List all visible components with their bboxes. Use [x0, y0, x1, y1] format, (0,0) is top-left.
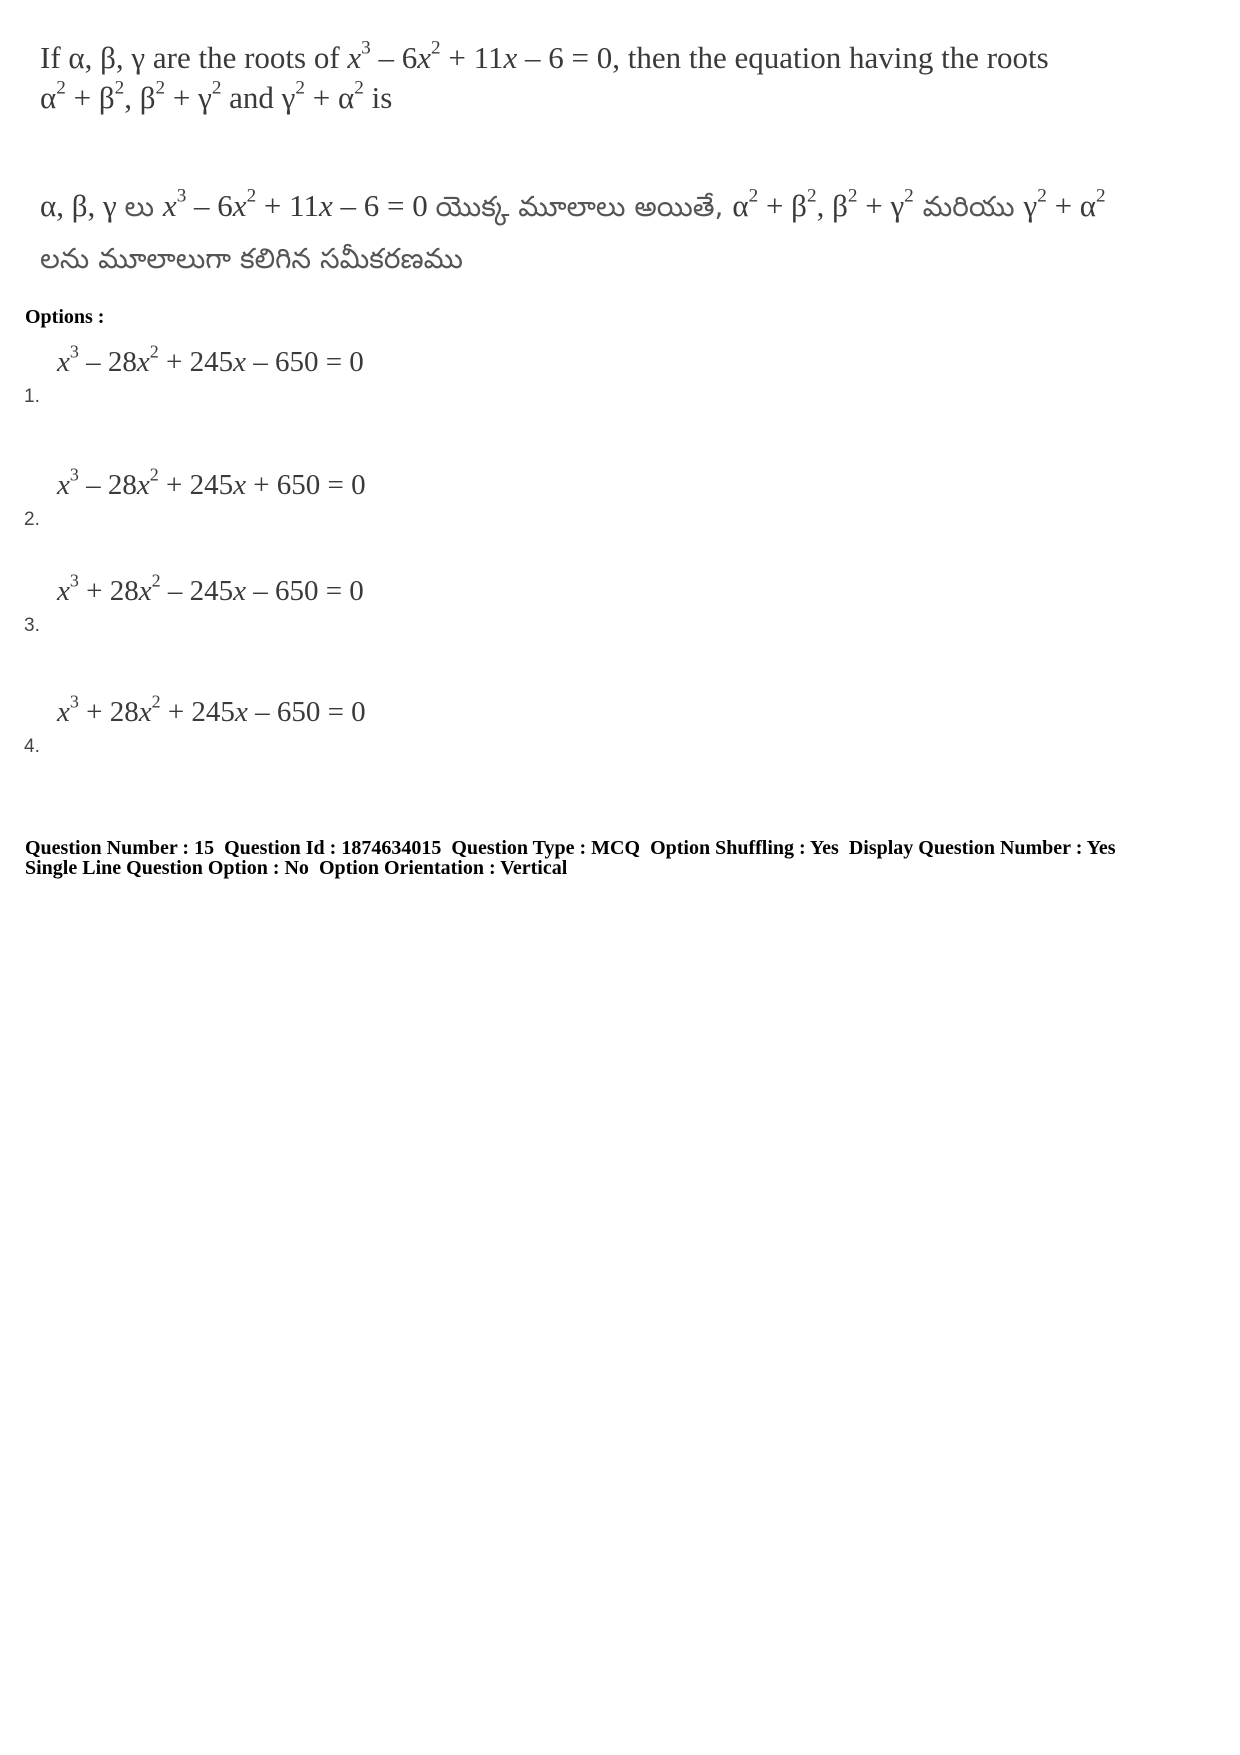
- option-4[interactable]: [0, 691, 600, 766]
- question-number: Question Number : 15: [25, 837, 215, 859]
- option-1[interactable]: [0, 341, 600, 416]
- option-4-number: 4.: [24, 736, 40, 757]
- question-metadata: [25, 838, 1225, 878]
- option-3-number: 3.: [24, 615, 40, 636]
- question-text-english: [40, 38, 1150, 118]
- question-telugu-line-2: లను మూలాలుగా కలిగిన సమీకరణము: [40, 242, 463, 275]
- option-orientation: Option Orientation : Vertical: [318, 857, 568, 879]
- display-question-number: Display Question Number : Yes: [848, 837, 1116, 859]
- option-1-number: 1.: [24, 386, 40, 407]
- question-id: Question Id : 1874634015: [224, 837, 442, 859]
- question-metadata-line-2: [25, 858, 1225, 878]
- options-label: Options :: [25, 306, 105, 328]
- option-3[interactable]: [0, 570, 600, 645]
- option-2[interactable]: [0, 464, 600, 539]
- option-1-equation: $x^3 - 28x^2 + 245x - 650 = 0$: [57, 341, 364, 378]
- single-line-question-option: Single Line Question Option : No: [25, 857, 309, 879]
- option-3-equation: $x^3 + 28x^2 - 245x - 650 = 0$: [57, 570, 364, 607]
- question-telugu-line-1: α, β, γ లు $x^3 - 6x^2 + 11x - 6 = 0$ యొక్క మూలాలు అయితే, $\alpha^2 + \beta^2$, $\beta^2 + \gamma^2$ మరియు $\gamma^2 + \alpha^2$: [40, 185, 1106, 223]
- question-text-telugu: [40, 180, 1170, 285]
- question-metadata-line-1: [25, 838, 1225, 858]
- question-type: Question Type : MCQ: [451, 837, 641, 859]
- question-english-line-1: If α, β, γ are the roots of $x^3 - 6x^2 + 11x - 6 = 0$, then the equation having the roots: [40, 37, 1049, 75]
- option-4-equation: $x^3 + 28x^2 + 245x - 650 = 0$: [57, 691, 366, 728]
- option-2-equation: $x^3 - 28x^2 + 245x + 650 = 0$: [57, 464, 366, 501]
- question-english-line-2: $\alpha^2 + \beta^2$, $\beta^2 + \gamma^2$ and $\gamma^2 + \alpha^2$ is: [40, 77, 393, 115]
- option-shuffling: Option Shuffling : Yes: [650, 837, 839, 859]
- option-2-number: 2.: [24, 509, 40, 530]
